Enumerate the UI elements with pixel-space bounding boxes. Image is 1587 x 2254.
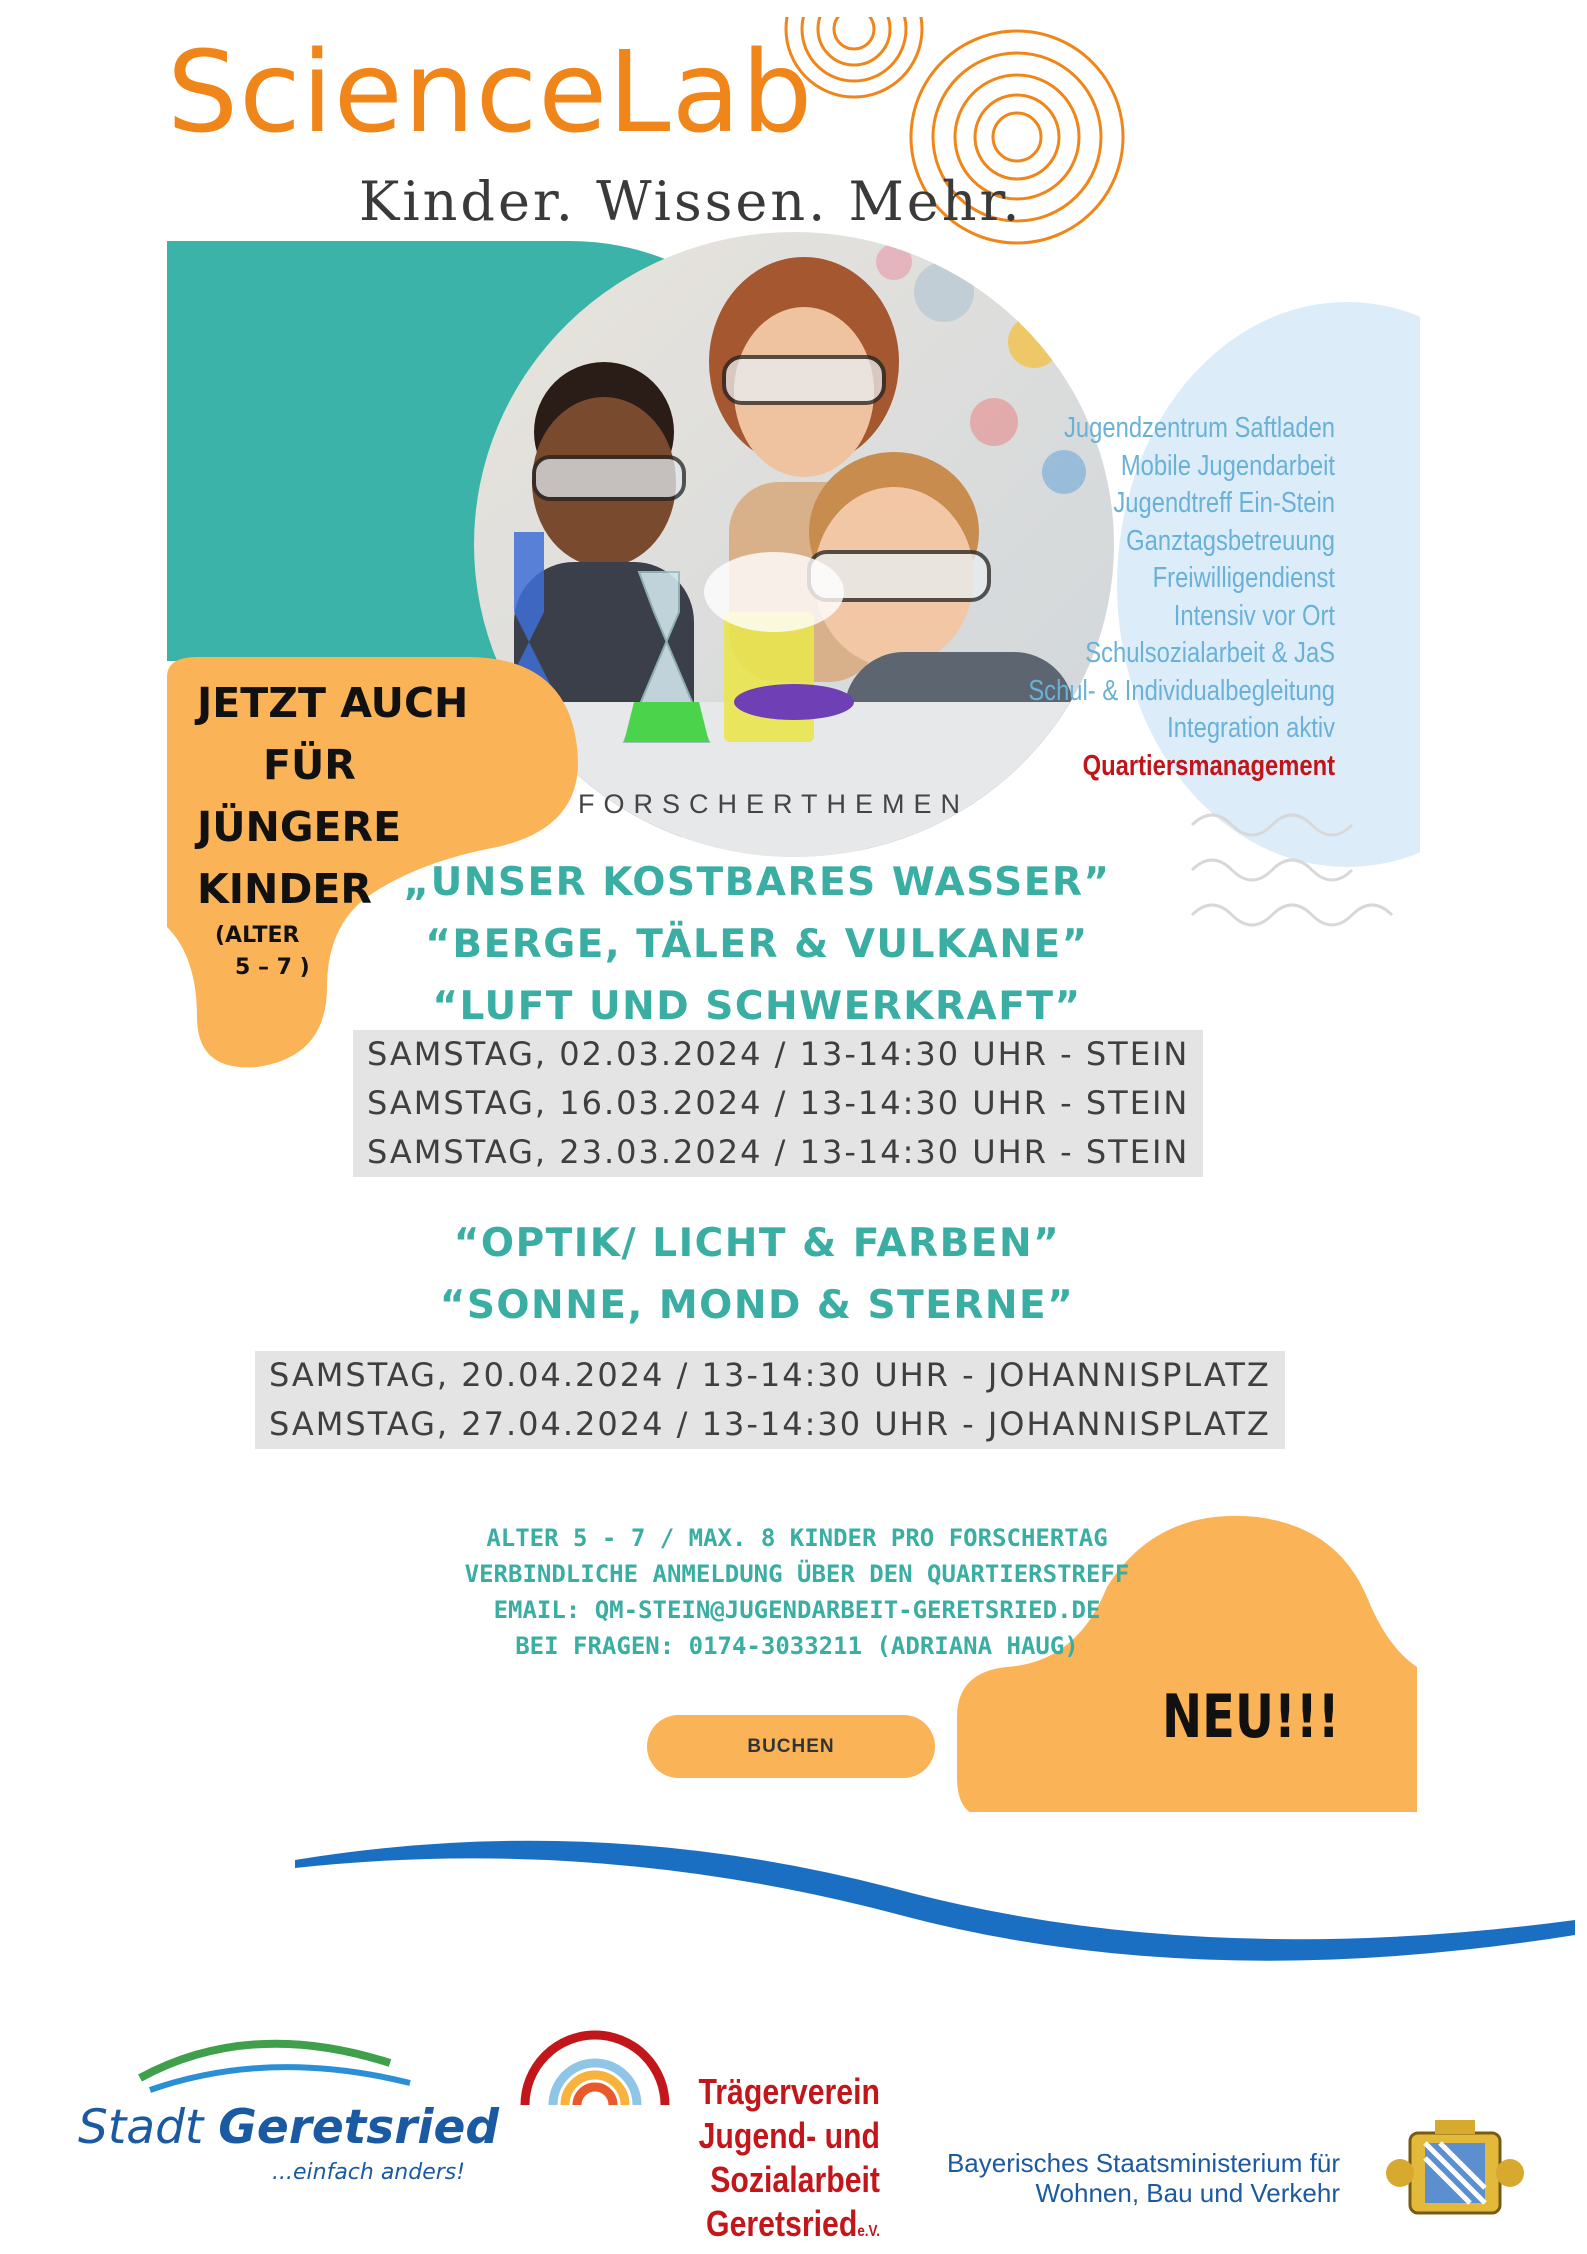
brand-tagline: Kinder. Wissen. Mehr. (359, 170, 1023, 233)
date-line: SAMSTAG, 23.03.2024 / 13-14:30 UHR - STEIN (367, 1133, 1190, 1171)
service-item: Intensiv vor Ort (1173, 599, 1335, 632)
dates-block-1 (353, 1030, 1203, 1177)
date-line: SAMSTAG, 27.04.2024 / 13-14:30 UHR - JOHANNISPLATZ (269, 1405, 1271, 1443)
service-item: Jugendzentrum Saftladen (1063, 412, 1335, 444)
ministry-line: Bayerisches Staatsministerium für (946, 2148, 1340, 2178)
stadt-geretsried-wave-logo (130, 2028, 430, 2098)
traegerverein-logo-text (569, 2070, 880, 2254)
poster (167, 17, 1420, 1812)
callout-line: JETZT AUCH (197, 679, 469, 727)
new-badge: NEU!!! (1162, 1682, 1340, 1752)
traeger-line (569, 2202, 880, 2254)
traeger-line: Trägerverein (698, 2071, 880, 2112)
service-item: Mobile Jugendarbeit (1120, 449, 1335, 482)
info-line: EMAIL: QM-STEIN@JUGENDARBEIT-GERETSRIED.DE (493, 1596, 1101, 1624)
date-line: SAMSTAG, 16.03.2024 / 13-14:30 UHR - STEIN (367, 1084, 1190, 1122)
service-item-highlighted: Quartiersmanagement (1082, 749, 1335, 782)
service-item: Freiwilligendienst (1152, 562, 1335, 594)
dates-block-2 (255, 1351, 1285, 1449)
topic-title: “BERGE, TÄLER & VULKANE” (425, 922, 1089, 967)
ministry-line: Wohnen, Bau und Verkehr (1035, 2178, 1340, 2208)
brand-title: ScienceLab (167, 28, 814, 158)
stadt-word: Stadt (78, 2100, 219, 2155)
info-line: ALTER 5 - 7 / MAX. 8 KINDER PRO FORSCHERTAG (486, 1524, 1108, 1552)
bavarian-coat-of-arms-icon (1385, 2118, 1525, 2218)
callout-age: 5 – 7 ) (235, 955, 310, 980)
topic-title: “OPTIK/ LICHT & FARBEN” (453, 1221, 1061, 1266)
forscherthemen-heading: FORSCHERTHEMEN (578, 789, 970, 819)
wave-lines-decoration (1187, 795, 1420, 945)
date-line: SAMSTAG, 20.04.2024 / 13-14:30 UHR - JOHANNISPLATZ (269, 1356, 1271, 1394)
callout-line: JÜNGERE (197, 803, 402, 851)
service-item: Integration aktiv (1167, 712, 1335, 744)
topic-title: “LUFT UND SCHWERKRAFT” (432, 984, 1082, 1029)
ministry-text (920, 2148, 1340, 2208)
service-item: Schul- & Individualbegleitung (1028, 674, 1335, 707)
services-list (1028, 410, 1335, 785)
service-item: Ganztagsbetreuung (1126, 524, 1335, 557)
topic-title: “SONNE, MOND & STERNE” (439, 1283, 1075, 1328)
blue-swoosh-decoration (0, 1820, 1587, 2020)
topic-title: „UNSER KOSTBARES WASSER” (403, 860, 1111, 905)
date-line: SAMSTAG, 02.03.2024 / 13-14:30 UHR - STEIN (367, 1035, 1190, 1073)
topics-block-1 (317, 852, 1197, 1038)
stadt-geretsried-logo-text (78, 2100, 499, 2155)
book-button[interactable]: BUCHEN (647, 1715, 935, 1778)
geretsried-word: Geretsried (218, 2100, 500, 2155)
callout-line: KINDER (197, 865, 372, 913)
stadt-slogan: ...einfach anders! (272, 2160, 466, 2185)
callout-age: (ALTER (215, 923, 300, 948)
traeger-city: Geretsried (706, 2203, 858, 2244)
callout-line: FÜR (263, 741, 356, 789)
service-item: Jugendtreff Ein-Stein (1113, 487, 1335, 519)
info-block (417, 1520, 1177, 1664)
traeger-ev: e.V. (857, 2223, 880, 2240)
topics-block-2 (317, 1213, 1197, 1337)
info-line: VERBINDLICHE ANMELDUNG ÜBER DEN QUARTIERSTREFF (464, 1560, 1130, 1588)
info-line: BEI FRAGEN: 0174-3033211 (ADRIANA HAUG) (515, 1632, 1079, 1660)
service-item: Schulsozialarbeit & JaS (1085, 637, 1335, 669)
traeger-line: Jugend- und Sozialarbeit (698, 2115, 880, 2200)
